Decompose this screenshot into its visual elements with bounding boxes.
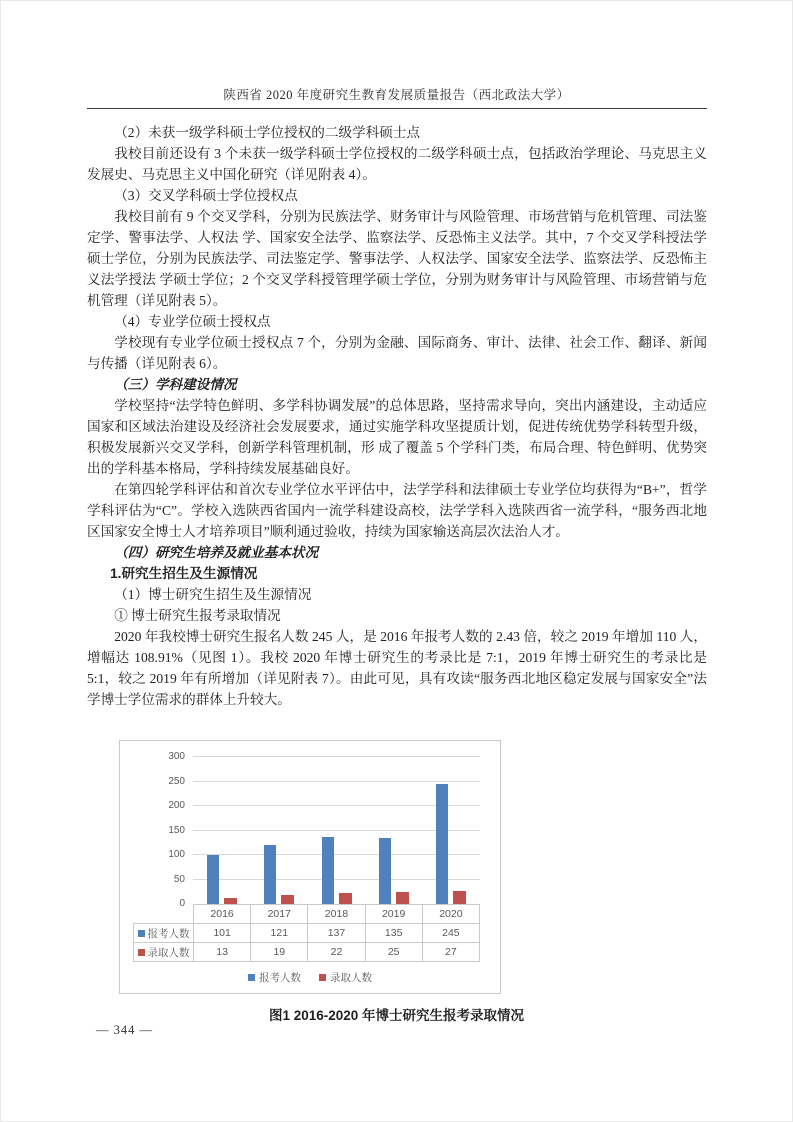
year-header-cell: 2016 — [194, 905, 251, 924]
page-footer — [96, 1023, 153, 1038]
series-name: 报考人数 — [147, 927, 190, 940]
paragraph: 我校目前还设有 3 个未获一级学科硕士学位授权的二级学科硕士点，包括政治学理论、马克思主义发展史、马克思主义中国化研究（详见附表 4）。 — [87, 146, 707, 182]
bar-group-2020 — [423, 757, 480, 904]
value-cell: 25 — [365, 943, 422, 962]
year-header-cell: 2018 — [308, 905, 365, 924]
paragraph: （三）学科建设情况 — [114, 377, 237, 392]
chart-bar-2016 — [207, 855, 219, 904]
chart-bar-2017 — [264, 845, 276, 904]
value-cell: 121 — [251, 924, 308, 943]
table-row — [134, 943, 480, 962]
value-cell: 101 — [194, 924, 251, 943]
figure-1 — [1, 740, 792, 1024]
figure-caption: 图1 2016-2020 年博士研究生报考录取情况 — [268, 1008, 525, 1023]
y-tick-label: 250 — [168, 775, 185, 787]
value-cell: 19 — [251, 943, 308, 962]
document-body — [87, 122, 707, 710]
value-cell: 137 — [308, 924, 365, 943]
paragraph: （4）专业学位硕士授权点 — [114, 314, 271, 329]
paragraph: 学校坚持“法学特色鲜明、多学科协调发展”的总体思路，坚持需求导向，突出内涵建设，主动适应国家和区域法治建设及经济社会发展要求，通过实施学科攻坚提质计划，促进传统优势学科转型升级，积极发展新兴交叉学科，创新学科管理机制，形 成了覆盖 5 个学科门类，布局合理、特色鲜明、优势突出的学科基本格局，学科持续发展基础良好。 — [87, 398, 707, 476]
chart-bar-2020 — [453, 891, 466, 904]
table-header-row — [134, 905, 480, 924]
chart-data-table — [133, 904, 480, 962]
plot-area — [168, 751, 480, 909]
header-rule — [87, 108, 707, 109]
y-tick-label: 200 — [168, 800, 185, 811]
legend-swatch-icon — [248, 974, 255, 981]
paragraph: ① 博士研究生报考录取情况 — [114, 608, 281, 623]
legend-label: 录取人数 — [330, 972, 372, 984]
y-tick-label: 300 — [168, 751, 185, 762]
legend-swatch-icon — [319, 974, 326, 981]
bar-group-2019 — [365, 757, 422, 904]
bar-group-2016 — [193, 757, 250, 904]
chart-bar-2019 — [379, 838, 391, 904]
legend-item — [248, 970, 301, 985]
paragraph: （2）未获一级学科硕士学位授权的二级学科硕士点 — [114, 125, 421, 140]
paragraph: 在第四轮学科评估和首次专业学位水平评估中，法学学科和法律硕士专业学位均获得为“B+”，哲学学科评估为“C”。学校入选陕西省国内一流学科建设高校，法学学科入选陕西省一流学科，“服务西北地区国家安全博士人才培养项目”顺利通过验收，持续为国家输送高层次法治人才。 — [87, 482, 707, 539]
legend-item — [319, 970, 372, 985]
series-name: 录取人数 — [147, 946, 190, 959]
bar-group-2018 — [308, 757, 365, 904]
paragraph: 2020 年我校博士研究生报名人数 245 人，是 2016 年报考人数的 2.43 倍，较之 2019 年增加 110 人，增幅达 108.91%（见图 1）。我校 2020 年博士研究生的考录比是 7:1，2019 年博士研究生的考录比是 5:1，较之 2019 年有所增加（详见附表 7）。由此可见，具有攻读“服务西北地区稳定发展与国家安全”法学博士学位需求的群体上升较大。 — [87, 629, 707, 707]
value-cell: 245 — [422, 924, 479, 943]
chart-bar-2020 — [436, 784, 448, 904]
y-tick-label: 150 — [168, 824, 185, 836]
chart-bar-2018 — [322, 837, 334, 904]
y-tick-label: 0 — [179, 898, 185, 909]
series-swatch-icon — [138, 930, 145, 937]
value-cell: 27 — [422, 943, 479, 962]
paragraph: 1.研究生招生及生源情况 — [110, 566, 258, 581]
page-header — [1, 1, 792, 109]
year-header-cell: 2020 — [422, 905, 479, 924]
chart-bar-2019 — [396, 892, 409, 904]
bar-group-2017 — [250, 757, 307, 904]
series-label-cell — [134, 924, 194, 943]
series-label — [138, 945, 190, 960]
chart-bar-2016 — [224, 898, 237, 904]
y-tick-label: 100 — [168, 849, 185, 860]
series-label-cell — [134, 943, 194, 962]
chart-bar-2017 — [281, 895, 294, 904]
value-cell: 135 — [365, 924, 422, 943]
paragraph: （1）博士研究生招生及生源情况 — [114, 587, 312, 602]
chart-legend — [120, 970, 500, 985]
paragraph: （四）研究生培养及就业基本状况 — [114, 545, 319, 560]
paragraph: 学校现有专业学位硕士授权点 7 个，分别为金融、国际商务、审计、法律、社会工作、翻译、新闻与传播（详见附表 6）。 — [87, 335, 707, 371]
chart-bar-2018 — [339, 893, 352, 904]
running-head-title: 陕西省 2020 年度研究生教育发展质量报告（西北政法大学） — [223, 88, 570, 102]
value-cell: 13 — [194, 943, 251, 962]
bar-groups — [193, 757, 480, 904]
table-row — [134, 924, 480, 943]
series-swatch-icon — [138, 949, 145, 956]
paragraph: （3）交叉学科硕士学位授权点 — [114, 188, 298, 203]
year-header-cell: 2019 — [365, 905, 422, 924]
paragraph: 我校目前有 9 个交叉学科，分别为民族法学、财务审计与风险管理、市场营销与危机管理、司法鉴定学、警事法学、人权法 学、国家安全法学、监察法学、反恐怖主义法学。其中，7 个交叉学科授法学硕士学位，分别为民族法学、司法鉴定学、警事法学、人权法学、国家安全法学、监察法学、反恐怖主义法学授法 学硕士学位；2 个交叉学科授管理学硕士学位，分别为财务审计与风险管理、市场营销与危机管理（详见附表 5）。 — [87, 209, 707, 308]
legend-label: 报考人数 — [259, 972, 301, 984]
y-tick-label: 50 — [173, 873, 185, 885]
series-label — [138, 926, 190, 941]
value-cell: 22 — [308, 943, 365, 962]
bar-chart — [119, 740, 501, 994]
year-header-cell: 2017 — [251, 905, 308, 924]
page-number: — 344 — — [96, 1023, 153, 1037]
